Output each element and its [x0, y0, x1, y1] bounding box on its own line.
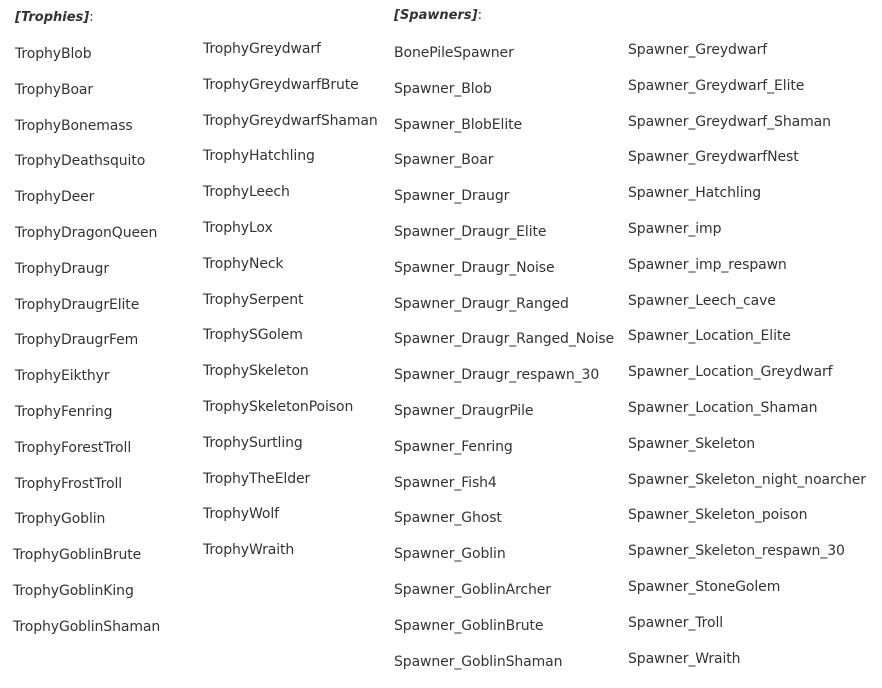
spawner-list-item: Spawner_Draugr_Ranged: [394, 295, 569, 312]
trophies-heading-colon: :: [89, 10, 94, 25]
trophy-list-item: TrophySurtling: [203, 434, 303, 451]
trophy-list-item: TrophySGolem: [203, 327, 303, 344]
trophy-list-item: TrophySkeletonPoison: [203, 398, 354, 415]
spawner-list-item: Spawner_Leech_cave: [628, 292, 776, 309]
trophy-list-item: TrophyDraugrFem: [15, 332, 139, 349]
trophies-list-column-2: [203, 40, 378, 577]
trophy-list-item: TrophyLeech: [203, 184, 290, 201]
spawner-list-item: Spawner_Greydwarf_Elite: [628, 77, 805, 94]
spawner-list-item: Spawner_Draugr_Ranged_Noise: [394, 331, 615, 348]
trophy-list-item: TrophyGreydwarf: [203, 41, 321, 57]
trophy-list-item: TrophyBonemass: [15, 117, 133, 134]
trophy-list-item: TrophyFrostTroll: [15, 475, 123, 492]
trophy-list-item: TrophyDraugr: [15, 260, 109, 277]
spawners-heading: [394, 8, 482, 23]
trophy-list-item: TrophyDraugrElite: [15, 296, 140, 313]
spawner-list-item: Spawner_Location_Elite: [628, 328, 791, 345]
spawner-list-item: Spawner_Hatchling: [628, 185, 762, 202]
trophies-list-column-1: [15, 45, 160, 654]
trophy-list-item: TrophyGreydwarfBrute: [203, 76, 359, 93]
trophies-heading-text: [Trophies]: [15, 10, 90, 25]
spawner-list-item: Spawner_Ghost: [394, 510, 502, 527]
trophy-list-item: TrophyWraith: [203, 542, 295, 559]
trophy-list-item: TrophyDeathsquito: [15, 153, 146, 170]
trophy-list-item: TrophyGreydwarfShaman: [203, 112, 378, 129]
trophy-list-item: TrophyBoar: [15, 81, 94, 98]
spawner-list-item: Spawner_Skeleton: [628, 435, 755, 452]
trophy-list-item: TrophyGoblin: [15, 511, 106, 528]
spawner-list-item: Spawner_BlobElite: [394, 116, 523, 133]
trophy-list-item: TrophyWolf: [203, 506, 279, 523]
spawners-list-column-1: [394, 44, 614, 688]
trophy-list-item: TrophySerpent: [203, 291, 304, 308]
spawners-list-column-2: [628, 41, 866, 685]
spawner-list-item: Spawner_GoblinBrute: [394, 617, 544, 634]
spawner-list-item: Spawner_imp_respawn: [628, 256, 787, 273]
spawner-list-item: Spawner_Boar: [394, 152, 494, 169]
spawner-list-item: Spawner_GreydwarfNest: [628, 149, 799, 166]
spawner-list-item: Spawner_Fish4: [394, 474, 497, 491]
trophy-list-item: TrophyGoblinKing: [13, 582, 134, 599]
spawner-list-item: Spawner_StoneGolem: [628, 578, 781, 595]
trophy-list-item: TrophyNeck: [203, 255, 284, 272]
spawner-list-item: Spawner_Skeleton_respawn_30: [628, 543, 845, 560]
spawner-list-item: Spawner_Blob: [394, 80, 492, 97]
trophy-list-item: TrophyDeer: [15, 189, 95, 206]
trophy-list-item: TrophyEikthyr: [15, 368, 110, 385]
spawner-list-item: Spawner_Skeleton_poison: [628, 507, 808, 524]
spawners-heading-text: [Spawners]: [394, 8, 478, 23]
spawners-heading-colon: :: [477, 8, 482, 23]
spawner-list-item: Spawner_Troll: [628, 614, 724, 631]
trophy-list-item: TrophyGoblinShaman: [13, 618, 161, 635]
trophy-list-item: TrophyBlob: [15, 46, 92, 62]
trophy-list-item: TrophyHatchling: [203, 148, 315, 165]
trophy-list-item: TrophyForestTroll: [15, 439, 132, 456]
trophy-list-item: TrophySkeleton: [203, 363, 309, 380]
spawner-list-item: Spawner_Goblin: [394, 546, 506, 563]
spawner-list-item: Spawner_Wraith: [628, 650, 741, 667]
spawner-list-item: Spawner_GoblinShaman: [394, 653, 563, 670]
spawner-list-item: Spawner_Draugr: [394, 188, 510, 205]
spawner-list-item: BonePileSpawner: [394, 45, 514, 61]
spawner-list-item: Spawner_Location_Shaman: [628, 399, 818, 416]
spawner-list-item: Spawner_GoblinArcher: [394, 581, 551, 598]
trophies-heading: [15, 10, 94, 25]
spawner-list-item: Spawner_Fenring: [394, 438, 513, 455]
trophy-list-item: TrophyTheElder: [203, 470, 311, 487]
trophy-list-item: TrophyLox: [203, 219, 273, 236]
spawner-list-item: Spawner_Draugr_respawn_30: [394, 367, 600, 384]
spawner-list-item: Spawner_Greydwarf: [628, 42, 768, 58]
spawner-list-item: Spawner_DraugrPile: [394, 402, 534, 419]
spawner-list-item: Spawner_imp: [628, 220, 722, 237]
spawner-list-item: Spawner_Location_Greydwarf: [628, 364, 833, 381]
trophy-list-item: TrophyGoblinBrute: [13, 547, 142, 564]
spawner-list-item: Spawner_Skeleton_night_noarcher: [628, 471, 866, 488]
spawner-list-item: Spawner_Draugr_Noise: [394, 259, 555, 276]
trophy-list-item: TrophyFenring: [15, 403, 113, 420]
spawner-list-item: Spawner_Greydwarf_Shaman: [628, 113, 831, 130]
spawner-list-item: Spawner_Draugr_Elite: [394, 223, 547, 240]
trophy-list-item: TrophyDragonQueen: [15, 224, 158, 241]
